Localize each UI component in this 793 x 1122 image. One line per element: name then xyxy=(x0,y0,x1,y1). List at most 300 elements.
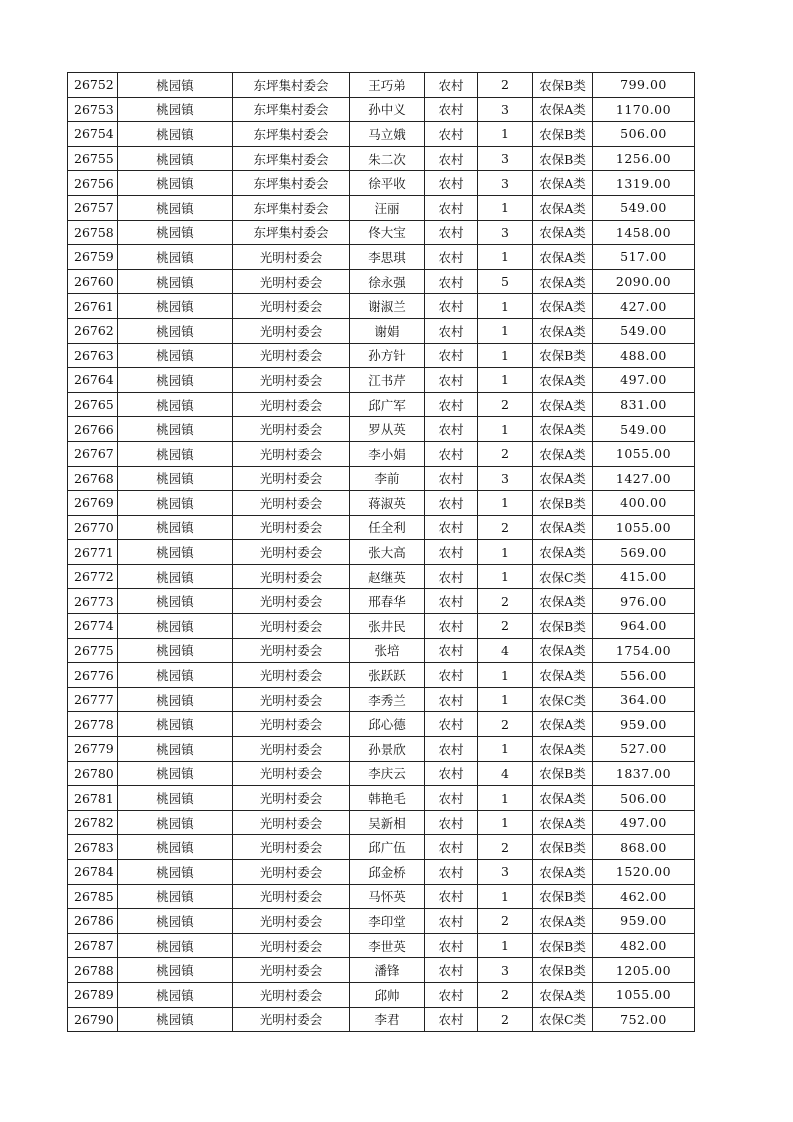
amount-cell: 831.00 xyxy=(593,392,695,417)
table-row xyxy=(68,982,695,1007)
type-cell: 农村 xyxy=(425,564,478,589)
amount-cell: 1427.00 xyxy=(593,466,695,491)
name-cell: 张大高 xyxy=(350,540,425,565)
table-row xyxy=(68,220,695,245)
count-cell: 1 xyxy=(478,663,533,688)
id-cell: 26766 xyxy=(68,417,118,442)
town-cell: 桃园镇 xyxy=(118,884,233,909)
amount-cell: 1256.00 xyxy=(593,146,695,171)
count-cell: 1 xyxy=(478,318,533,343)
village-cell: 光明村委会 xyxy=(233,737,350,762)
id-cell: 26780 xyxy=(68,761,118,786)
name-cell: 张井民 xyxy=(350,614,425,639)
village-cell: 光明村委会 xyxy=(233,982,350,1007)
name-cell: 朱二次 xyxy=(350,146,425,171)
type-cell: 农村 xyxy=(425,368,478,393)
town-cell: 桃园镇 xyxy=(118,589,233,614)
category-cell: 农保A类 xyxy=(533,810,593,835)
name-cell: 张跃跃 xyxy=(350,663,425,688)
category-cell: 农保A类 xyxy=(533,392,593,417)
type-cell: 农村 xyxy=(425,318,478,343)
table-row xyxy=(68,417,695,442)
type-cell: 农村 xyxy=(425,441,478,466)
name-cell: 李小娟 xyxy=(350,441,425,466)
amount-cell: 462.00 xyxy=(593,884,695,909)
table-row xyxy=(68,687,695,712)
table-row xyxy=(68,269,695,294)
town-cell: 桃园镇 xyxy=(118,860,233,885)
amount-cell: 497.00 xyxy=(593,368,695,393)
name-cell: 马怀英 xyxy=(350,884,425,909)
village-cell: 光明村委会 xyxy=(233,909,350,934)
count-cell: 1 xyxy=(478,737,533,762)
town-cell: 桃园镇 xyxy=(118,466,233,491)
name-cell: 吴新相 xyxy=(350,810,425,835)
type-cell: 农村 xyxy=(425,982,478,1007)
count-cell: 1 xyxy=(478,343,533,368)
amount-cell: 427.00 xyxy=(593,294,695,319)
table-row xyxy=(68,491,695,516)
id-cell: 26789 xyxy=(68,982,118,1007)
category-cell: 农保C类 xyxy=(533,687,593,712)
category-cell: 农保B类 xyxy=(533,343,593,368)
id-cell: 26787 xyxy=(68,933,118,958)
name-cell: 佟大宝 xyxy=(350,220,425,245)
table-row xyxy=(68,761,695,786)
category-cell: 农保A类 xyxy=(533,220,593,245)
type-cell: 农村 xyxy=(425,515,478,540)
count-cell: 3 xyxy=(478,146,533,171)
town-cell: 桃园镇 xyxy=(118,269,233,294)
name-cell: 李前 xyxy=(350,466,425,491)
village-cell: 光明村委会 xyxy=(233,786,350,811)
name-cell: 谢娟 xyxy=(350,318,425,343)
amount-cell: 1205.00 xyxy=(593,958,695,983)
village-cell: 东坪集村委会 xyxy=(233,97,350,122)
count-cell: 3 xyxy=(478,97,533,122)
village-cell: 光明村委会 xyxy=(233,466,350,491)
town-cell: 桃园镇 xyxy=(118,687,233,712)
town-cell: 桃园镇 xyxy=(118,220,233,245)
id-cell: 26772 xyxy=(68,564,118,589)
id-cell: 26788 xyxy=(68,958,118,983)
type-cell: 农村 xyxy=(425,638,478,663)
town-cell: 桃园镇 xyxy=(118,122,233,147)
table-row xyxy=(68,638,695,663)
village-cell: 光明村委会 xyxy=(233,294,350,319)
name-cell: 王巧弟 xyxy=(350,73,425,98)
town-cell: 桃园镇 xyxy=(118,958,233,983)
category-cell: 农保B类 xyxy=(533,614,593,639)
id-cell: 26757 xyxy=(68,195,118,220)
town-cell: 桃园镇 xyxy=(118,368,233,393)
table-row xyxy=(68,318,695,343)
count-cell: 2 xyxy=(478,441,533,466)
town-cell: 桃园镇 xyxy=(118,540,233,565)
town-cell: 桃园镇 xyxy=(118,1007,233,1032)
town-cell: 桃园镇 xyxy=(118,982,233,1007)
category-cell: 农保C类 xyxy=(533,1007,593,1032)
town-cell: 桃园镇 xyxy=(118,343,233,368)
table-row xyxy=(68,368,695,393)
town-cell: 桃园镇 xyxy=(118,195,233,220)
category-cell: 农保A类 xyxy=(533,515,593,540)
type-cell: 农村 xyxy=(425,687,478,712)
id-cell: 26771 xyxy=(68,540,118,565)
village-cell: 光明村委会 xyxy=(233,687,350,712)
amount-cell: 415.00 xyxy=(593,564,695,589)
category-cell: 农保A类 xyxy=(533,97,593,122)
id-cell: 26786 xyxy=(68,909,118,934)
category-cell: 农保B类 xyxy=(533,884,593,909)
count-cell: 2 xyxy=(478,515,533,540)
town-cell: 桃园镇 xyxy=(118,761,233,786)
type-cell: 农村 xyxy=(425,810,478,835)
count-cell: 1 xyxy=(478,417,533,442)
town-cell: 桃园镇 xyxy=(118,614,233,639)
table-row xyxy=(68,122,695,147)
village-cell: 光明村委会 xyxy=(233,441,350,466)
village-cell: 光明村委会 xyxy=(233,638,350,663)
amount-cell: 1520.00 xyxy=(593,860,695,885)
id-cell: 26763 xyxy=(68,343,118,368)
amount-cell: 1319.00 xyxy=(593,171,695,196)
id-cell: 26784 xyxy=(68,860,118,885)
category-cell: 农保A类 xyxy=(533,786,593,811)
records-table xyxy=(67,72,695,1032)
amount-cell: 488.00 xyxy=(593,343,695,368)
type-cell: 农村 xyxy=(425,761,478,786)
name-cell: 孙景欣 xyxy=(350,737,425,762)
table-row xyxy=(68,564,695,589)
type-cell: 农村 xyxy=(425,220,478,245)
town-cell: 桃园镇 xyxy=(118,245,233,270)
name-cell: 徐平收 xyxy=(350,171,425,196)
category-cell: 农保A类 xyxy=(533,712,593,737)
type-cell: 农村 xyxy=(425,392,478,417)
category-cell: 农保B类 xyxy=(533,835,593,860)
count-cell: 1 xyxy=(478,933,533,958)
name-cell: 邢春华 xyxy=(350,589,425,614)
village-cell: 光明村委会 xyxy=(233,810,350,835)
name-cell: 李印堂 xyxy=(350,909,425,934)
village-cell: 东坪集村委会 xyxy=(233,146,350,171)
type-cell: 农村 xyxy=(425,835,478,860)
village-cell: 光明村委会 xyxy=(233,245,350,270)
table-row xyxy=(68,835,695,860)
amount-cell: 400.00 xyxy=(593,491,695,516)
name-cell: 李世英 xyxy=(350,933,425,958)
amount-cell: 964.00 xyxy=(593,614,695,639)
table-row xyxy=(68,933,695,958)
town-cell: 桃园镇 xyxy=(118,737,233,762)
id-cell: 26770 xyxy=(68,515,118,540)
id-cell: 26773 xyxy=(68,589,118,614)
id-cell: 26776 xyxy=(68,663,118,688)
id-cell: 26783 xyxy=(68,835,118,860)
id-cell: 26769 xyxy=(68,491,118,516)
table-row xyxy=(68,73,695,98)
type-cell: 农村 xyxy=(425,663,478,688)
count-cell: 3 xyxy=(478,466,533,491)
amount-cell: 959.00 xyxy=(593,712,695,737)
name-cell: 谢淑兰 xyxy=(350,294,425,319)
table-row xyxy=(68,909,695,934)
type-cell: 农村 xyxy=(425,589,478,614)
type-cell: 农村 xyxy=(425,884,478,909)
type-cell: 农村 xyxy=(425,294,478,319)
count-cell: 2 xyxy=(478,712,533,737)
name-cell: 任全利 xyxy=(350,515,425,540)
table-row xyxy=(68,589,695,614)
table-row xyxy=(68,195,695,220)
table-row xyxy=(68,663,695,688)
id-cell: 26777 xyxy=(68,687,118,712)
amount-cell: 549.00 xyxy=(593,417,695,442)
town-cell: 桃园镇 xyxy=(118,712,233,737)
count-cell: 1 xyxy=(478,122,533,147)
id-cell: 26753 xyxy=(68,97,118,122)
name-cell: 蒋淑英 xyxy=(350,491,425,516)
table-body xyxy=(68,73,695,1032)
count-cell: 1 xyxy=(478,810,533,835)
village-cell: 光明村委会 xyxy=(233,417,350,442)
table-row xyxy=(68,146,695,171)
table-row xyxy=(68,294,695,319)
type-cell: 农村 xyxy=(425,245,478,270)
category-cell: 农保A类 xyxy=(533,909,593,934)
count-cell: 4 xyxy=(478,638,533,663)
name-cell: 孙中义 xyxy=(350,97,425,122)
amount-cell: 482.00 xyxy=(593,933,695,958)
type-cell: 农村 xyxy=(425,958,478,983)
village-cell: 光明村委会 xyxy=(233,663,350,688)
type-cell: 农村 xyxy=(425,269,478,294)
category-cell: 农保B类 xyxy=(533,146,593,171)
town-cell: 桃园镇 xyxy=(118,417,233,442)
count-cell: 1 xyxy=(478,687,533,712)
town-cell: 桃园镇 xyxy=(118,835,233,860)
category-cell: 农保B类 xyxy=(533,958,593,983)
type-cell: 农村 xyxy=(425,195,478,220)
town-cell: 桃园镇 xyxy=(118,97,233,122)
amount-cell: 556.00 xyxy=(593,663,695,688)
town-cell: 桃园镇 xyxy=(118,933,233,958)
type-cell: 农村 xyxy=(425,614,478,639)
id-cell: 26785 xyxy=(68,884,118,909)
table-row xyxy=(68,171,695,196)
name-cell: 汪丽 xyxy=(350,195,425,220)
village-cell: 光明村委会 xyxy=(233,835,350,860)
village-cell: 光明村委会 xyxy=(233,318,350,343)
count-cell: 1 xyxy=(478,564,533,589)
village-cell: 光明村委会 xyxy=(233,343,350,368)
amount-cell: 527.00 xyxy=(593,737,695,762)
category-cell: 农保A类 xyxy=(533,737,593,762)
name-cell: 邱心德 xyxy=(350,712,425,737)
table-row xyxy=(68,343,695,368)
name-cell: 孙方针 xyxy=(350,343,425,368)
table-row xyxy=(68,97,695,122)
count-cell: 3 xyxy=(478,860,533,885)
category-cell: 农保B类 xyxy=(533,761,593,786)
category-cell: 农保A类 xyxy=(533,245,593,270)
category-cell: 农保A类 xyxy=(533,589,593,614)
village-cell: 东坪集村委会 xyxy=(233,195,350,220)
village-cell: 光明村委会 xyxy=(233,392,350,417)
name-cell: 徐永强 xyxy=(350,269,425,294)
amount-cell: 506.00 xyxy=(593,122,695,147)
count-cell: 3 xyxy=(478,171,533,196)
table-row xyxy=(68,810,695,835)
village-cell: 光明村委会 xyxy=(233,1007,350,1032)
count-cell: 2 xyxy=(478,1007,533,1032)
amount-cell: 976.00 xyxy=(593,589,695,614)
table-row xyxy=(68,860,695,885)
amount-cell: 364.00 xyxy=(593,687,695,712)
count-cell: 1 xyxy=(478,245,533,270)
table-row xyxy=(68,786,695,811)
name-cell: 张培 xyxy=(350,638,425,663)
town-cell: 桃园镇 xyxy=(118,515,233,540)
type-cell: 农村 xyxy=(425,146,478,171)
village-cell: 光明村委会 xyxy=(233,564,350,589)
type-cell: 农村 xyxy=(425,466,478,491)
id-cell: 26781 xyxy=(68,786,118,811)
id-cell: 26758 xyxy=(68,220,118,245)
id-cell: 26775 xyxy=(68,638,118,663)
village-cell: 东坪集村委会 xyxy=(233,122,350,147)
table-row xyxy=(68,884,695,909)
id-cell: 26778 xyxy=(68,712,118,737)
type-cell: 农村 xyxy=(425,540,478,565)
name-cell: 马立娥 xyxy=(350,122,425,147)
id-cell: 26760 xyxy=(68,269,118,294)
id-cell: 26755 xyxy=(68,146,118,171)
town-cell: 桃园镇 xyxy=(118,318,233,343)
name-cell: 潘锋 xyxy=(350,958,425,983)
amount-cell: 1170.00 xyxy=(593,97,695,122)
table-row xyxy=(68,712,695,737)
category-cell: 农保B类 xyxy=(533,73,593,98)
id-cell: 26767 xyxy=(68,441,118,466)
town-cell: 桃园镇 xyxy=(118,663,233,688)
category-cell: 农保A类 xyxy=(533,171,593,196)
table-row xyxy=(68,958,695,983)
category-cell: 农保B类 xyxy=(533,491,593,516)
id-cell: 26754 xyxy=(68,122,118,147)
name-cell: 李君 xyxy=(350,1007,425,1032)
village-cell: 光明村委会 xyxy=(233,589,350,614)
category-cell: 农保C类 xyxy=(533,564,593,589)
type-cell: 农村 xyxy=(425,97,478,122)
count-cell: 2 xyxy=(478,909,533,934)
amount-cell: 497.00 xyxy=(593,810,695,835)
table-row xyxy=(68,540,695,565)
count-cell: 1 xyxy=(478,195,533,220)
name-cell: 李思琪 xyxy=(350,245,425,270)
count-cell: 2 xyxy=(478,589,533,614)
town-cell: 桃园镇 xyxy=(118,491,233,516)
amount-cell: 517.00 xyxy=(593,245,695,270)
village-cell: 光明村委会 xyxy=(233,515,350,540)
amount-cell: 959.00 xyxy=(593,909,695,934)
count-cell: 1 xyxy=(478,368,533,393)
town-cell: 桃园镇 xyxy=(118,909,233,934)
id-cell: 26764 xyxy=(68,368,118,393)
village-cell: 东坪集村委会 xyxy=(233,73,350,98)
amount-cell: 549.00 xyxy=(593,318,695,343)
category-cell: 农保A类 xyxy=(533,466,593,491)
village-cell: 光明村委会 xyxy=(233,614,350,639)
village-cell: 东坪集村委会 xyxy=(233,171,350,196)
town-cell: 桃园镇 xyxy=(118,638,233,663)
type-cell: 农村 xyxy=(425,122,478,147)
town-cell: 桃园镇 xyxy=(118,810,233,835)
id-cell: 26768 xyxy=(68,466,118,491)
category-cell: 农保A类 xyxy=(533,860,593,885)
category-cell: 农保A类 xyxy=(533,269,593,294)
amount-cell: 1055.00 xyxy=(593,982,695,1007)
amount-cell: 1837.00 xyxy=(593,761,695,786)
table-row xyxy=(68,245,695,270)
amount-cell: 2090.00 xyxy=(593,269,695,294)
type-cell: 农村 xyxy=(425,343,478,368)
amount-cell: 752.00 xyxy=(593,1007,695,1032)
table-row xyxy=(68,614,695,639)
village-cell: 光明村委会 xyxy=(233,368,350,393)
table-row xyxy=(68,441,695,466)
count-cell: 1 xyxy=(478,540,533,565)
type-cell: 农村 xyxy=(425,491,478,516)
amount-cell: 1754.00 xyxy=(593,638,695,663)
town-cell: 桃园镇 xyxy=(118,564,233,589)
name-cell: 江书芹 xyxy=(350,368,425,393)
town-cell: 桃园镇 xyxy=(118,294,233,319)
type-cell: 农村 xyxy=(425,860,478,885)
village-cell: 光明村委会 xyxy=(233,269,350,294)
name-cell: 邱金桥 xyxy=(350,860,425,885)
amount-cell: 1055.00 xyxy=(593,441,695,466)
count-cell: 3 xyxy=(478,220,533,245)
count-cell: 1 xyxy=(478,491,533,516)
id-cell: 26765 xyxy=(68,392,118,417)
count-cell: 2 xyxy=(478,73,533,98)
category-cell: 农保B类 xyxy=(533,933,593,958)
id-cell: 26759 xyxy=(68,245,118,270)
village-cell: 光明村委会 xyxy=(233,860,350,885)
category-cell: 农保A类 xyxy=(533,663,593,688)
category-cell: 农保A类 xyxy=(533,441,593,466)
category-cell: 农保A类 xyxy=(533,294,593,319)
id-cell: 26774 xyxy=(68,614,118,639)
village-cell: 东坪集村委会 xyxy=(233,220,350,245)
id-cell: 26762 xyxy=(68,318,118,343)
count-cell: 3 xyxy=(478,958,533,983)
count-cell: 4 xyxy=(478,761,533,786)
amount-cell: 506.00 xyxy=(593,786,695,811)
count-cell: 2 xyxy=(478,982,533,1007)
type-cell: 农村 xyxy=(425,737,478,762)
town-cell: 桃园镇 xyxy=(118,146,233,171)
town-cell: 桃园镇 xyxy=(118,441,233,466)
name-cell: 赵继英 xyxy=(350,564,425,589)
count-cell: 2 xyxy=(478,835,533,860)
category-cell: 农保A类 xyxy=(533,417,593,442)
category-cell: 农保A类 xyxy=(533,540,593,565)
category-cell: 农保A类 xyxy=(533,982,593,1007)
count-cell: 2 xyxy=(478,614,533,639)
